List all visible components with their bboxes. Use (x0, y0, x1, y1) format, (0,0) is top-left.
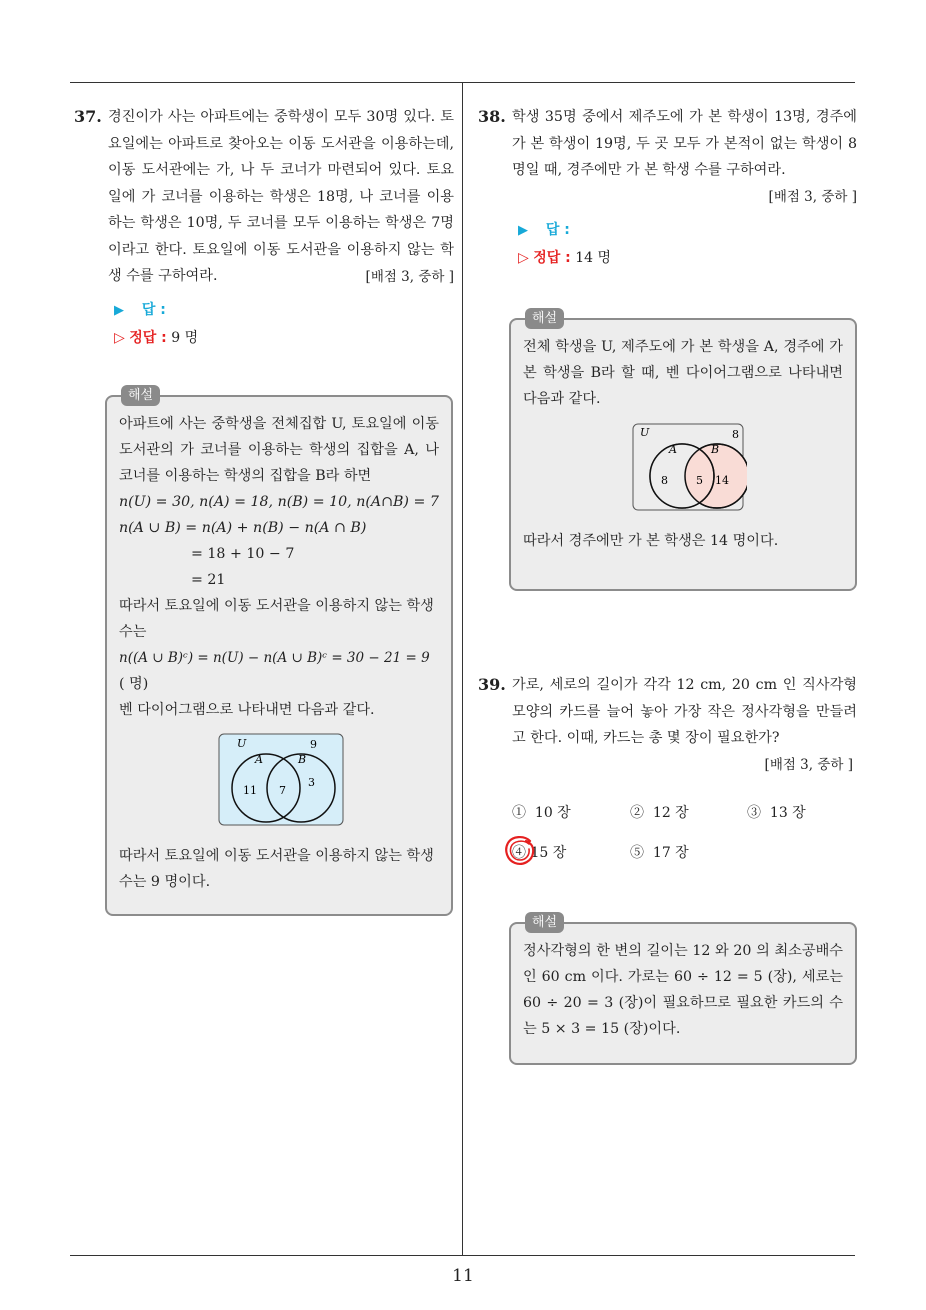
answer-row (512, 216, 857, 244)
answer-label: 답 : (545, 222, 570, 238)
choice-label: 17 장 (652, 845, 689, 861)
play-icon: ▶ (518, 223, 528, 238)
set-b-label: B (298, 753, 307, 766)
page-number: 11 (452, 1266, 474, 1286)
set-a-label: A (669, 443, 677, 456)
correct-value: 9 명 (171, 330, 199, 346)
choice-label: 12 장 (652, 805, 689, 821)
question-number: 38. (478, 107, 506, 126)
both-count: 5 (696, 474, 703, 487)
venn-diagram-38 (621, 418, 747, 514)
only-b-count: 3 (308, 776, 315, 789)
choice-mark: ③ (747, 805, 761, 821)
answer-block (74, 296, 454, 352)
choice-5[interactable] (630, 842, 689, 862)
correct-row (108, 324, 454, 352)
solution-box-38 (509, 311, 857, 591)
question-38 (478, 104, 857, 272)
selected-answer-circle-icon (504, 834, 536, 866)
solution-intro: 전체 학생을 U, 제주도에 가 본 학생을 A, 경주에 가 본 학생을 B라 할 때, 벤 다이어그램으로 나타내면 다음과 같다. (523, 339, 843, 407)
points-label: [배점 3, 중하 ] (768, 188, 857, 205)
only-a-count: 11 (243, 784, 257, 797)
choice-label: 15 장 (530, 845, 567, 861)
answer-row (108, 296, 454, 324)
equation-1: n(U) = 30, n(A) = 18, n(B) = 10, n(A∩B) = 7 (119, 494, 439, 510)
venn-diagram-37 (218, 733, 348, 829)
answer-block (478, 216, 857, 272)
solution-conclusion: 따라서 토요일에 이동 도서관을 이용하지 않는 학생 수는 9 명이다. (119, 848, 434, 890)
choice-1[interactable] (512, 802, 571, 822)
solution-tag: 해설 (121, 385, 160, 406)
correct-value: 14 명 (575, 250, 612, 266)
unit-label: ( 명) (119, 676, 149, 692)
choice-mark: ④ (512, 845, 526, 861)
choice-mark: ⑤ (630, 845, 644, 861)
question-text: 학생 35명 중에서 제주도에 가 본 학생이 13명, 경주에 가 본 학생이 19명, 두 곳 모두 가 본적이 없는 학생이 8명일 때, 경주에만 가 본 학생 수를 구하여라. (512, 109, 857, 178)
points-label: [배점 3, 중하 ] (365, 268, 454, 285)
both-count: 7 (279, 784, 286, 797)
equation-4: = 21 (191, 572, 226, 588)
points-label: [배점 3, 중하 ] (764, 756, 853, 773)
universe-label: U (640, 426, 650, 439)
universe-label: U (237, 737, 247, 750)
solution-tag: 해설 (525, 912, 564, 933)
choice-2[interactable] (630, 802, 689, 822)
triangle-outline-icon: ▷ (114, 330, 125, 346)
equation-5: n((A ∪ B)ᶜ) = n(U) − n(A ∪ B)ᶜ = 30 − 21 = 9 (119, 650, 430, 666)
play-icon: ▶ (114, 303, 124, 318)
venn-intro: 벤 다이어그램으로 나타내면 다음과 같다. (119, 702, 375, 718)
question-number: 39. (478, 675, 506, 694)
question-number: 37. (74, 107, 102, 126)
solution-box-39 (509, 915, 857, 1065)
outside-count: 8 (732, 428, 739, 441)
solution-text: 정사각형의 한 변의 길이는 12 와 20 의 최소공배수인 60 cm 이다. 가로는 60 ÷ 12 = 5 (장), 세로는 60 ÷ 20 = 3 (장)이 필요하므로 필요한 카드의 수는 5 × 3 = 15 (장)이다. (523, 943, 843, 1037)
correct-row (512, 244, 857, 272)
bottom-rule (70, 1255, 855, 1256)
outside-count: 9 (310, 738, 317, 751)
choice-label: 10 장 (534, 805, 571, 821)
solution-tag: 해설 (525, 308, 564, 329)
correct-label: 정답 : (129, 330, 167, 346)
question-39 (478, 672, 857, 778)
solution-box-37 (105, 388, 453, 916)
choice-3[interactable] (747, 802, 806, 822)
only-b-count: 14 (715, 474, 729, 487)
choice-mark: ① (512, 805, 526, 821)
solution-mid: 따라서 토요일에 이동 도서관을 이용하지 않는 학생 수는 (119, 598, 434, 640)
choice-label: 13 장 (769, 805, 806, 821)
question-text: 경진이가 사는 아파트에는 중학생이 모두 30명 있다. 토요일에는 아파트로 찾아오는 이동 도서관을 이용하는데, 이동 도서관에는 가, 나 두 코너가 마련되어 있다. 토요일에 가 코너를 이용하는 학생은 18명, 나 코너를 이용하는 학생은 10명, 두 코너를 모두 이용하는 학생은 7명이라고 한다. 토요일에 이동 도서관을 이용하지 않는 학생 수를 구하여라. (108, 109, 454, 284)
triangle-outline-icon: ▷ (518, 250, 529, 266)
solution-conclusion: 따라서 경주에만 가 본 학생은 14 명이다. (523, 533, 779, 549)
question-text: 가로, 세로의 길이가 각각 12 cm, 20 cm 인 직사각형 모양의 카드를 늘어 놓아 가장 작은 정사각형을 만들려고 한다. 이때, 카드는 총 몇 장이 필요한가? (512, 677, 857, 746)
answer-label: 답 : (141, 302, 166, 318)
choice-mark: ② (630, 805, 644, 821)
correct-label: 정답 : (533, 250, 571, 266)
column-divider (462, 82, 463, 1255)
solution-intro: 아파트에 사는 중학생을 전체집합 U, 토요일에 이동 도서관의 가 코너를 이용하는 학생의 집합을 A, 나 코너를 이용하는 학생의 집합을 B라 하면 (119, 416, 439, 484)
question-37 (74, 104, 454, 352)
equation-3: = 18 + 10 − 7 (191, 546, 295, 562)
equation-2: n(A ∪ B) = n(A) + n(B) − n(A ∩ B) (119, 520, 367, 536)
set-a-label: A (255, 753, 263, 766)
only-a-count: 8 (661, 474, 668, 487)
set-b-label: B (711, 443, 720, 456)
